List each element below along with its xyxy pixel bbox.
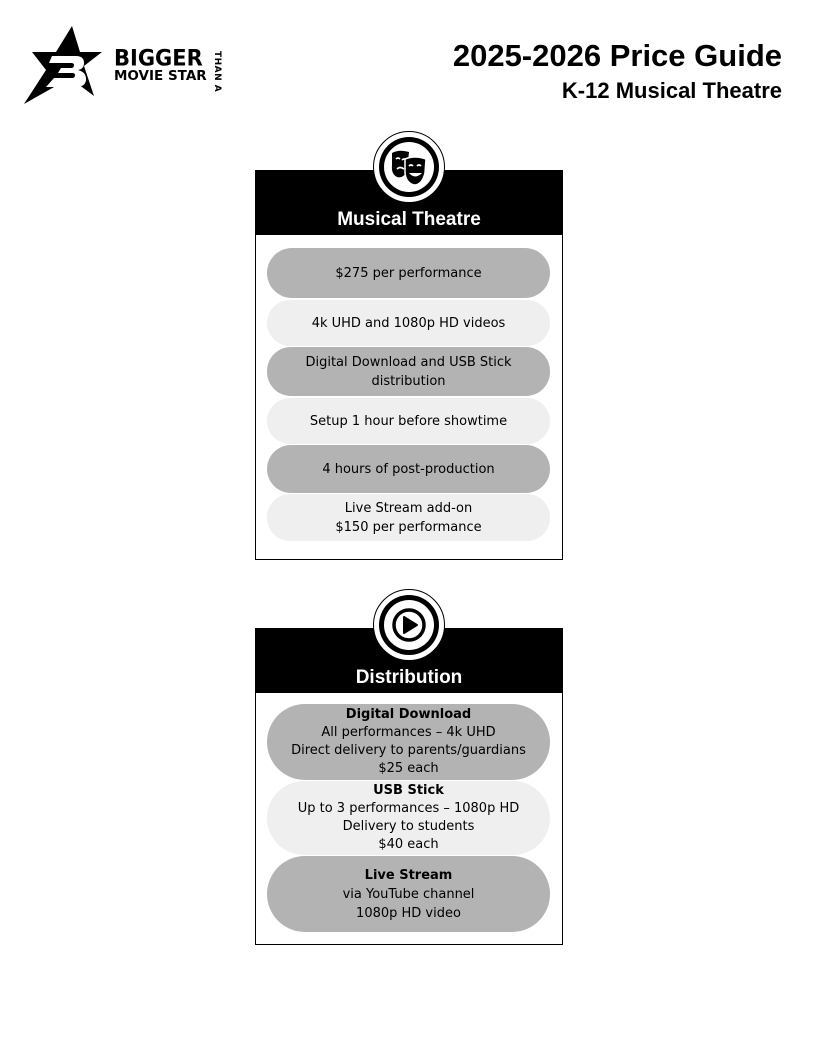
theatre-masks-icon: [389, 147, 429, 187]
option-price: $40 each: [378, 837, 439, 852]
option-text: Delivery to students: [342, 819, 475, 834]
page-subtitle: K-12 Musical Theatre: [561, 78, 782, 103]
card-title: Musical Theatre: [337, 209, 481, 230]
option-heading: Digital Download: [345, 707, 472, 722]
play-icon: [389, 605, 429, 645]
logo-thana-text: THAN A: [212, 51, 222, 93]
distribution-option: [267, 781, 550, 855]
option-text: All performances – 4k UHD: [321, 725, 496, 740]
logo-wordmark: [114, 45, 207, 84]
item-text: 4 hours of post-production: [322, 461, 495, 477]
option-text: Up to 3 performances – 1080p HD: [297, 801, 520, 816]
feature-item: [267, 398, 550, 444]
feature-item: [267, 347, 550, 396]
price-item: [267, 248, 550, 298]
option-heading: USB Stick: [373, 783, 444, 798]
distribution-option: [267, 704, 550, 780]
item-text: 4k UHD and 1080p HD videos: [311, 315, 506, 331]
feature-item: [267, 300, 550, 346]
card-title: Distribution: [355, 667, 463, 688]
card-header: [256, 171, 562, 235]
item-text: $150 per performance: [335, 519, 482, 535]
card-header: [256, 629, 562, 693]
brand-logo: [24, 26, 222, 106]
page-title: 2025-2026 Price Guide: [452, 38, 782, 73]
star-logo-icon: [24, 26, 104, 104]
item-text: $275 per performance: [335, 265, 482, 281]
option-heading: Live Stream: [364, 867, 453, 883]
logo-moviestar-text: MOVIE STAR: [114, 68, 207, 84]
option-text: Direct delivery to parents/guardians: [291, 743, 526, 758]
option-price: $25 each: [378, 761, 439, 776]
feature-item: [267, 445, 550, 493]
addon-item: [267, 494, 550, 541]
card-badge: [373, 131, 445, 203]
item-text: Setup 1 hour before showtime: [309, 413, 508, 429]
option-text: 1080p HD video: [356, 905, 461, 921]
item-text: distribution: [371, 373, 446, 389]
logo-bigger-text: BIGGER: [114, 45, 203, 71]
item-text: Digital Download and USB Stick: [305, 354, 512, 370]
option-text: via YouTube channel: [342, 886, 475, 902]
card-badge: [373, 589, 445, 661]
distribution-card: [255, 628, 563, 945]
distribution-option: [267, 856, 550, 932]
item-text: Live Stream add-on: [344, 500, 473, 516]
musical-theatre-card: [255, 170, 563, 560]
